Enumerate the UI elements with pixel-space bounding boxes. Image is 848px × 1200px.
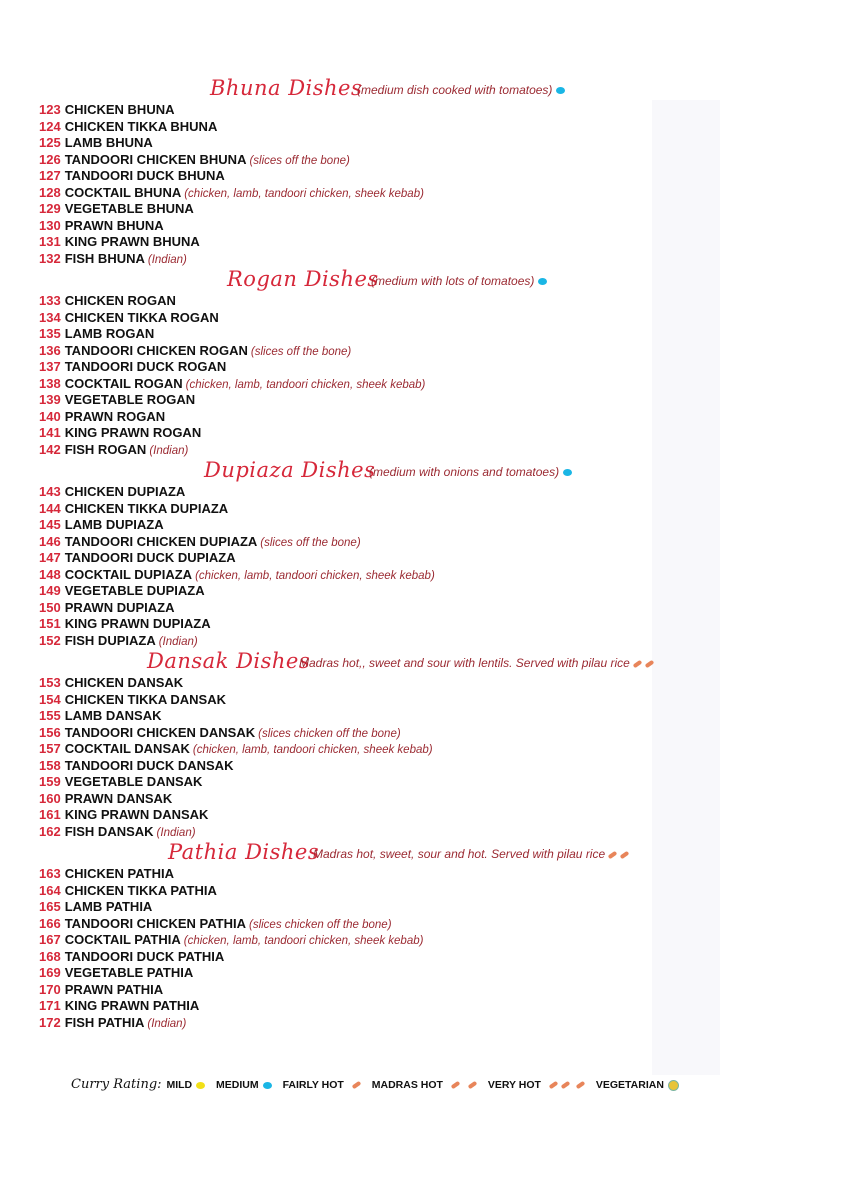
dish-name: CHICKEN DANSAK: [64, 675, 184, 690]
dish-note: (Indian): [149, 444, 189, 457]
dish-note: (Indian): [147, 253, 187, 266]
dish-list: [39, 675, 729, 840]
dish-name: LAMB BHUNA: [64, 135, 153, 150]
dish-number: 152: [39, 632, 61, 648]
dish-number: 131: [39, 234, 61, 249]
dish-number: 132: [39, 250, 61, 266]
legend-fairly-hot: FAIRLY HOT: [283, 1079, 361, 1091]
dish-item: [39, 965, 729, 982]
section-description: Madras hot, sweet, sour and hot. Served with pilau rice: [313, 847, 629, 861]
dish-name: VEGETABLE ROGAN: [64, 392, 196, 407]
dish-item: [39, 774, 729, 791]
vegetarian-icon: [668, 1080, 679, 1091]
dish-item: [39, 484, 729, 501]
dish-item: [39, 932, 729, 949]
dish-number: 171: [39, 998, 61, 1013]
dish-item: [39, 824, 729, 841]
section-header: [39, 76, 729, 102]
menu-list: [39, 76, 729, 1031]
dish-name: COCKTAIL DUPIAZA: [64, 566, 193, 582]
dish-number: 128: [39, 184, 61, 200]
dish-name: CHICKEN BHUNA: [64, 102, 175, 117]
dish-number: 170: [39, 981, 61, 997]
dish-note: (chicken, lamb, tandoori chicken, sheek kebab): [192, 744, 433, 756]
dish-item: [39, 119, 729, 136]
dish-list: [39, 293, 729, 458]
dish-number: 135: [39, 326, 61, 341]
legend-very-hot: VERY HOT: [488, 1079, 585, 1091]
dish-note: (slices off the bone): [260, 536, 361, 549]
dish-note: (Indian): [156, 826, 196, 839]
dish-item: [39, 534, 729, 551]
dish-name: VEGETABLE DUPIAZA: [64, 583, 205, 598]
dish-item: [39, 550, 729, 567]
dish-number: 165: [39, 899, 61, 914]
dish-item: [39, 708, 729, 725]
dish-item: [39, 201, 729, 218]
dish-name: FISH ROGAN: [64, 441, 147, 457]
dish-item: [39, 899, 729, 916]
dish-name: CHICKEN TIKKA DUPIAZA: [64, 500, 229, 516]
dish-number: 163: [39, 866, 61, 881]
legend-medium: MEDIUM: [216, 1079, 272, 1091]
dish-name: TANDOORI DUCK ROGAN: [64, 359, 227, 374]
dish-number: 133: [39, 293, 61, 308]
blue-dot-icon: [563, 469, 572, 476]
dish-note: (chicken, lamb, tandoori chicken, sheek kebab): [183, 935, 424, 947]
dish-list: [39, 484, 729, 649]
dish-number: 136: [39, 342, 61, 358]
dish-name: KING PRAWN DUPIAZA: [64, 616, 211, 631]
legend-title: Curry Rating:: [71, 1077, 162, 1092]
chili-icon: [632, 660, 642, 668]
chili-icon: [644, 660, 654, 668]
dish-name: COCKTAIL ROGAN: [64, 375, 183, 391]
section-pathia: [39, 840, 729, 1031]
dish-item: [39, 102, 729, 119]
dish-number: 126: [39, 151, 61, 167]
dish-number: 125: [39, 135, 61, 150]
dish-name: TANDOORI CHICKEN DANSAK: [64, 724, 256, 740]
dish-number: 145: [39, 517, 61, 532]
dish-item: [39, 442, 729, 459]
dish-item: [39, 234, 729, 251]
dish-name: TANDOORI CHICKEN ROGAN: [64, 342, 248, 358]
dish-name: KING PRAWN DANSAK: [64, 807, 209, 822]
dish-number: 150: [39, 599, 61, 615]
section-description: (medium dish cooked with tomatoes): [357, 83, 565, 97]
dish-name: VEGETABLE PATHIA: [64, 965, 194, 980]
dish-number: 159: [39, 774, 61, 789]
chili-icon: [561, 1081, 571, 1089]
dish-item: [39, 409, 729, 426]
dish-name: KING PRAWN PATHIA: [64, 998, 200, 1013]
section-title: Rogan Dishes: [227, 267, 379, 291]
dish-number: 137: [39, 359, 61, 374]
dish-note: (slices chicken off the bone): [248, 918, 392, 931]
dish-number: 157: [39, 741, 61, 756]
dish-item: [39, 425, 729, 442]
dish-item: [39, 251, 729, 268]
dish-item: [39, 791, 729, 808]
dish-number: 156: [39, 724, 61, 740]
dish-number: 149: [39, 583, 61, 598]
dish-number: 158: [39, 757, 61, 773]
dish-number: 127: [39, 168, 61, 183]
section-title: Dupiaza Dishes: [204, 458, 376, 482]
dish-item: [39, 675, 729, 692]
dish-number: 155: [39, 708, 61, 723]
legend-madras-hot: MADRAS HOT: [372, 1079, 477, 1091]
chili-icon: [351, 1081, 361, 1089]
dish-number: 141: [39, 425, 61, 440]
section-rogan: [39, 267, 729, 458]
dish-item: [39, 152, 729, 169]
chili-icon: [549, 1081, 559, 1089]
dish-item: [39, 949, 729, 966]
dish-item: [39, 376, 729, 393]
dish-name: PRAWN BHUNA: [64, 217, 164, 233]
dish-number: 146: [39, 533, 61, 549]
section-description: (medium with onions and tomatoes): [369, 465, 572, 479]
dish-number: 143: [39, 484, 61, 499]
dish-name: TANDOORI DUCK DANSAK: [64, 757, 234, 773]
dish-item: [39, 807, 729, 824]
dish-name: PRAWN DUPIAZA: [64, 599, 175, 615]
curry-rating-legend: [71, 1077, 687, 1092]
dish-item: [39, 866, 729, 883]
dish-number: 139: [39, 392, 61, 407]
dish-name: CHICKEN ROGAN: [64, 293, 176, 308]
dish-name: CHICKEN TIKKA DANSAK: [64, 691, 226, 707]
section-description: (medium with lots of tomatoes): [371, 274, 547, 288]
dish-name: TANDOORI DUCK BHUNA: [64, 168, 225, 183]
dish-item: [39, 692, 729, 709]
dish-name: TANDOORI CHICKEN PATHIA: [64, 915, 246, 931]
dish-name: PRAWN DANSAK: [64, 790, 173, 806]
dish-number: 142: [39, 441, 61, 457]
dish-number: 124: [39, 118, 61, 134]
dish-name: TANDOORI DUCK DUPIAZA: [64, 550, 236, 565]
dish-name: LAMB ROGAN: [64, 326, 155, 341]
legend-mild: MILD: [166, 1079, 205, 1091]
dish-number: 153: [39, 675, 61, 690]
section-description: Madras hot,, sweet and sour with lentils. Served with pilau rice: [299, 656, 654, 670]
dish-number: 164: [39, 882, 61, 898]
dish-note: (chicken, lamb, tandoori chicken, sheek kebab): [195, 569, 435, 582]
dish-note: (slices chicken off the bone): [258, 727, 401, 740]
dish-item: [39, 998, 729, 1015]
dish-number: 172: [39, 1014, 61, 1030]
dish-item: [39, 758, 729, 775]
dish-number: 160: [39, 790, 61, 806]
dish-name: VEGETABLE BHUNA: [64, 201, 194, 216]
dish-number: 154: [39, 691, 61, 707]
dish-name: TANDOORI CHICKEN DUPIAZA: [64, 533, 258, 549]
dish-item: [39, 168, 729, 185]
dish-name: LAMB DUPIAZA: [64, 517, 164, 532]
dish-number: 134: [39, 309, 61, 325]
section-header: [39, 267, 729, 293]
dish-item: [39, 725, 729, 742]
dish-item: [39, 616, 729, 633]
dish-note: (chicken, lamb, tandoori chicken, sheek kebab): [184, 187, 424, 200]
dish-name: FISH DANSAK: [64, 823, 154, 839]
blue-dot-icon: [556, 87, 565, 94]
section-header: [39, 840, 729, 866]
dish-item: [39, 883, 729, 900]
dish-name: CHICKEN TIKKA PATHIA: [64, 882, 217, 898]
dish-name: COCKTAIL DANSAK: [64, 741, 190, 756]
dish-number: 130: [39, 217, 61, 233]
dish-item: [39, 343, 729, 360]
dish-item: [39, 392, 729, 409]
chili-icon: [451, 1081, 461, 1089]
dish-name: TANDOORI DUCK PATHIA: [64, 948, 225, 964]
chili-icon: [576, 1081, 586, 1089]
dish-item: [39, 916, 729, 933]
dish-item: [39, 501, 729, 518]
dish-name: CHICKEN PATHIA: [64, 866, 174, 881]
dish-name: PRAWN ROGAN: [64, 408, 166, 424]
dish-item: [39, 600, 729, 617]
dish-number: 151: [39, 616, 61, 631]
dish-note: (Indian): [147, 1017, 187, 1030]
dish-item: [39, 517, 729, 534]
dish-item: [39, 741, 729, 758]
dish-item: [39, 135, 729, 152]
legend-vegetarian: VEGETARIAN: [596, 1079, 679, 1091]
dish-item: [39, 567, 729, 584]
dish-name: KING PRAWN ROGAN: [64, 425, 202, 440]
yellow-dot-icon: [196, 1082, 205, 1089]
dish-list: [39, 866, 729, 1031]
blue-dot-icon: [263, 1082, 272, 1089]
dish-item: [39, 218, 729, 235]
dish-item: [39, 310, 729, 327]
dish-number: 129: [39, 201, 61, 216]
dish-number: 161: [39, 807, 61, 822]
dish-name: CHICKEN TIKKA BHUNA: [64, 118, 218, 134]
dish-item: [39, 359, 729, 376]
section-bhuna: [39, 76, 729, 267]
dish-name: CHICKEN TIKKA ROGAN: [64, 309, 219, 325]
dish-name: VEGETABLE DANSAK: [64, 774, 203, 789]
dish-number: 138: [39, 375, 61, 391]
section-title: Dansak Dishes: [147, 649, 311, 673]
dish-number: 147: [39, 550, 61, 565]
chili-icon: [468, 1081, 478, 1089]
dish-name: LAMB PATHIA: [64, 899, 153, 914]
dish-name: FISH PATHIA: [64, 1014, 145, 1030]
section-header: [39, 458, 729, 484]
dish-number: 162: [39, 823, 61, 839]
dish-list: [39, 102, 729, 267]
section-header: [39, 649, 729, 675]
dish-name: LAMB DANSAK: [64, 708, 162, 723]
dish-name: KING PRAWN BHUNA: [64, 234, 200, 249]
blue-dot-icon: [538, 278, 547, 285]
chili-icon: [620, 851, 630, 859]
section-title: Pathia Dishes: [168, 840, 320, 864]
dish-number: 166: [39, 915, 61, 931]
dish-name: FISH BHUNA: [64, 250, 145, 266]
dish-note: (slices off the bone): [249, 154, 350, 167]
dish-number: 123: [39, 102, 61, 117]
dish-item: [39, 326, 729, 343]
section-dupiaza: [39, 458, 729, 649]
dish-number: 140: [39, 408, 61, 424]
section-dansak: [39, 649, 729, 840]
dish-item: [39, 583, 729, 600]
dish-number: 144: [39, 500, 61, 516]
dish-number: 169: [39, 965, 61, 980]
section-title: Bhuna Dishes: [210, 76, 363, 100]
dish-name: FISH DUPIAZA: [64, 632, 156, 648]
dish-item: [39, 293, 729, 310]
dish-number: 167: [39, 932, 61, 947]
dish-name: PRAWN PATHIA: [64, 981, 164, 997]
dish-number: 168: [39, 948, 61, 964]
dish-item: [39, 633, 729, 650]
dish-number: 148: [39, 566, 61, 582]
dish-name: CHICKEN DUPIAZA: [64, 484, 186, 499]
dish-item: [39, 185, 729, 202]
dish-item: [39, 1015, 729, 1032]
dish-name: COCKTAIL PATHIA: [64, 932, 181, 947]
dish-note: (Indian): [158, 635, 198, 648]
dish-item: [39, 982, 729, 999]
chili-icon: [608, 851, 618, 859]
dish-name: COCKTAIL BHUNA: [64, 184, 182, 200]
dish-note: (chicken, lamb, tandoori chicken, sheek kebab): [185, 378, 426, 391]
dish-name: TANDOORI CHICKEN BHUNA: [64, 151, 247, 167]
dish-note: (slices off the bone): [250, 345, 352, 358]
